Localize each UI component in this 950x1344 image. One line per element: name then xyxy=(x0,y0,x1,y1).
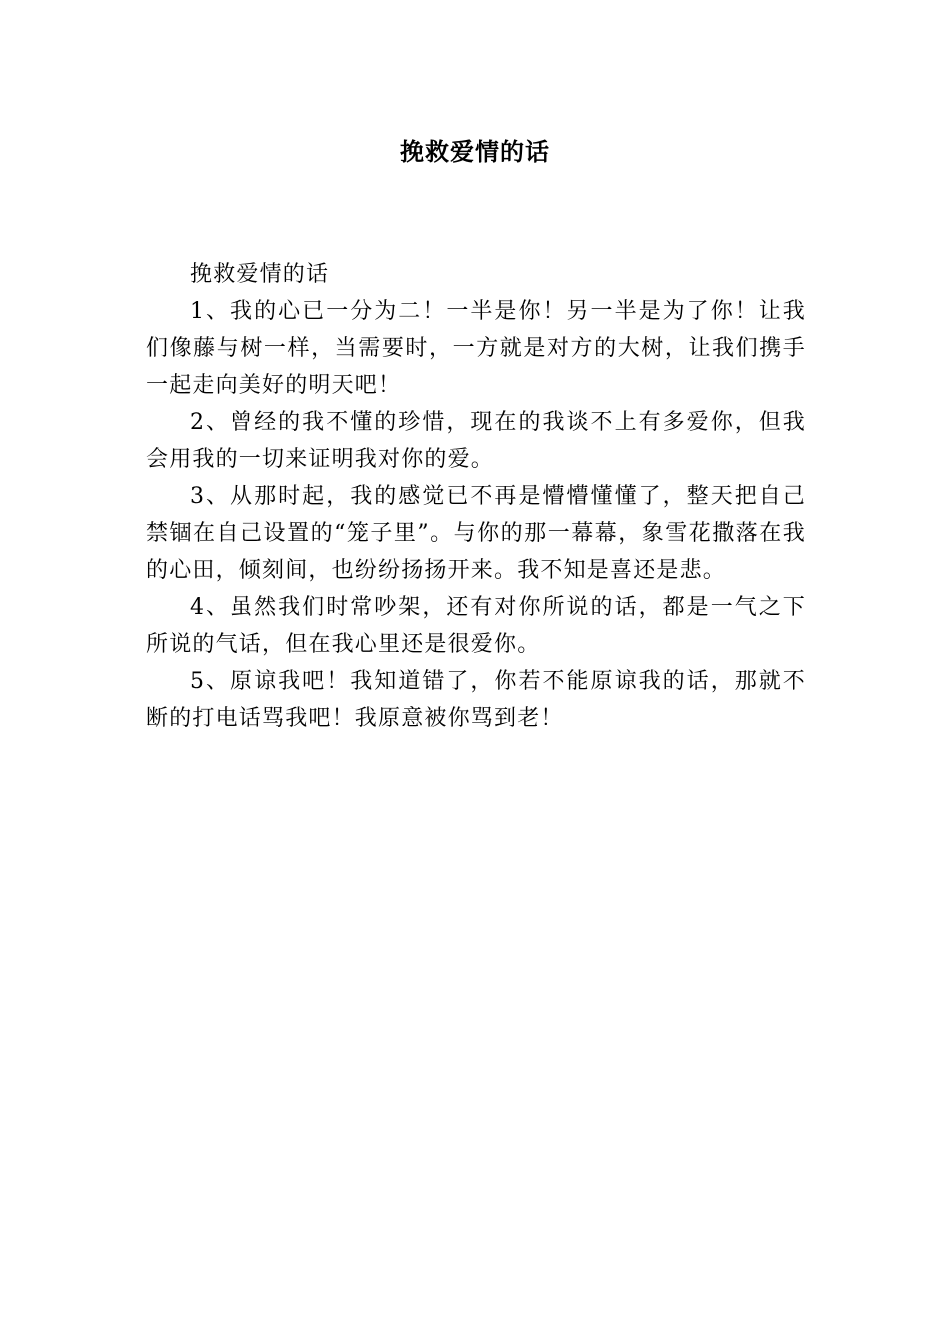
paragraph-4: 4、虽然我们时常吵架，还有对你所说的话，都是一气之下所说的气话，但在我心里还是很爱你。 xyxy=(146,595,806,657)
document-body xyxy=(146,256,806,737)
paragraph-5: 5、原谅我吧！我知道错了，你若不能原谅我的话，那就不断的打电话骂我吧！我原意被你骂到老！ xyxy=(146,669,806,731)
document-title: 挽救爱情的话 xyxy=(400,137,550,166)
paragraph-2: 2、曾经的我不懂的珍惜，现在的我谈不上有多爱你，但我会用我的一切来证明我对你的爱。 xyxy=(146,410,806,472)
paragraph-1: 1、我的心已一分为二！一半是你！另一半是为了你！让我们像藤与树一样，当需要时，一方就是对方的大树，让我们携手一起走向美好的明天吧！ xyxy=(146,299,806,398)
paragraph-3: 3、从那时起，我的感觉已不再是懵懵懂懂了，整天把自己禁锢在自己设置的“笼子里”。与你的那一幕幕，象雪花撒落在我的心田，倾刻间，也纷纷扬扬开来。我不知是喜还是悲。 xyxy=(146,484,806,583)
paragraph-heading: 挽救爱情的话 xyxy=(190,262,330,287)
